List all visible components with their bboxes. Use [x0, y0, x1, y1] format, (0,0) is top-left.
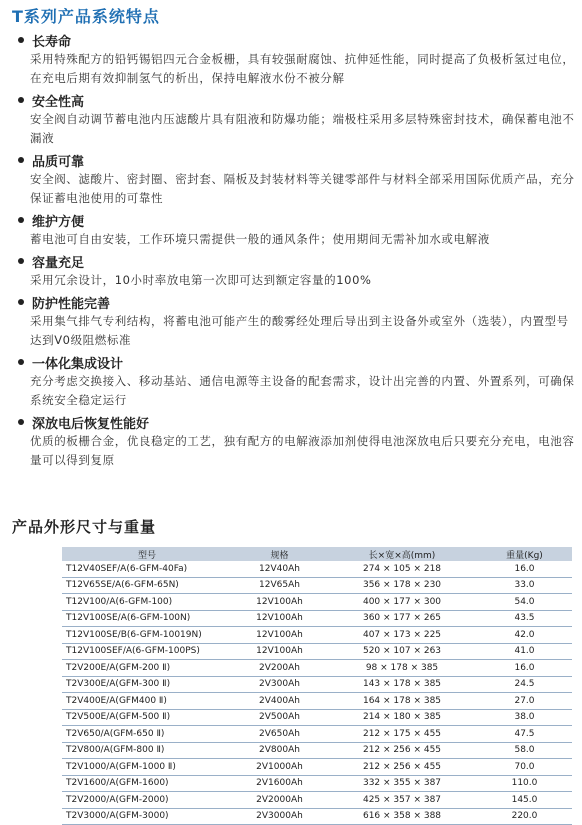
table-row — [62, 610, 572, 627]
model-cell: T2V1600/A(GFM-1600) — [62, 775, 232, 792]
model-cell: T12V65SE/A(6-GFM-65N) — [62, 577, 232, 594]
dimension-cell: 164 × 178 × 385 — [327, 693, 477, 710]
spec-cell: 2V300Ah — [232, 676, 327, 693]
dimension-cell: 214 × 180 × 385 — [327, 709, 477, 726]
weight-cell: 42.0 — [477, 627, 572, 644]
model-cell: T12V100SE/B(6-GFM-10019N) — [62, 627, 232, 644]
table-row — [62, 726, 572, 743]
feature-item — [18, 30, 576, 88]
weight-cell: 220.0 — [477, 808, 572, 825]
feature-item — [18, 210, 576, 249]
model-cell: T2V200E/A(GFM-200 Ⅱ) — [62, 660, 232, 677]
weight-cell: 70.0 — [477, 759, 572, 776]
spec-cell: 12V40Ah — [232, 561, 327, 577]
bullet-icon — [18, 419, 24, 425]
spec-cell: 2V3000Ah — [232, 808, 327, 825]
dimension-cell: 143 × 178 × 385 — [327, 676, 477, 693]
weight-cell: 38.0 — [477, 709, 572, 726]
table-row — [62, 594, 572, 611]
weight-cell: 47.5 — [477, 726, 572, 743]
spec-table — [62, 547, 572, 825]
model-cell: T2V300E/A(GFM-300 Ⅱ) — [62, 676, 232, 693]
weight-cell: 16.0 — [477, 660, 572, 677]
bullet-icon — [18, 299, 24, 305]
feature-heading: 维护方便 — [32, 214, 85, 230]
weight-cell: 110.0 — [477, 775, 572, 792]
column-header: 长×宽×高(mm) — [327, 547, 477, 561]
feature-item — [18, 251, 576, 290]
spec-cell: 12V65Ah — [232, 577, 327, 594]
table-row — [62, 808, 572, 825]
spec-cell: 2V500Ah — [232, 709, 327, 726]
bullet-icon — [18, 217, 24, 223]
dimension-cell: 400 × 177 × 300 — [327, 594, 477, 611]
model-cell: T2V400E/A(GFM400 Ⅱ) — [62, 693, 232, 710]
weight-cell: 16.0 — [477, 561, 572, 577]
table-row — [62, 627, 572, 644]
feature-heading: 防护性能完善 — [32, 296, 111, 312]
dimension-cell: 616 × 358 × 388 — [327, 808, 477, 825]
dimension-cell: 407 × 173 × 225 — [327, 627, 477, 644]
spec-cell: 2V1600Ah — [232, 775, 327, 792]
feature-body: 采用冗余设计，10小时率放电第一次即可达到额定容量的100% — [30, 273, 372, 287]
model-cell: T12V100SE/A(6-GFM-100N) — [62, 610, 232, 627]
model-cell: T2V2000/A(GFM-2000) — [62, 792, 232, 809]
feature-body: 采用特殊配方的铅钙锡铝四元合金板栅，具有较强耐腐蚀、抗伸延性能，同时提高了负极析氢过电位，在充电后期有效抑制氢气的析出，保持电解液水份不被分解 — [30, 52, 575, 85]
feature-item — [18, 412, 576, 470]
weight-cell: 24.5 — [477, 676, 572, 693]
spec-cell: 12V100Ah — [232, 594, 327, 611]
table-row — [62, 792, 572, 809]
feature-body: 采用集气排气专利结构，将蓄电池可能产生的酸雾经处理后导出到主设备外或室外（选装），内置型号达到V0级阻燃标准 — [30, 314, 569, 347]
spec-cell: 2V800Ah — [232, 742, 327, 759]
feature-heading: 长寿命 — [32, 34, 72, 50]
feature-body: 充分考虑交换接入、移动基站、通信电源等主设备的配套需求，设计出完善的内置、外置系列，可确保系统安全稳定运行 — [30, 374, 575, 407]
spec-cell: 12V100Ah — [232, 627, 327, 644]
dimension-cell: 356 × 178 × 230 — [327, 577, 477, 594]
bullet-icon — [18, 97, 24, 103]
table-row — [62, 577, 572, 594]
bullet-icon — [18, 359, 24, 365]
table-row — [62, 759, 572, 776]
model-cell: T12V40SEF/A(6-GFM-40Fa) — [62, 561, 232, 577]
column-header: 型号 — [62, 547, 232, 561]
feature-item — [18, 150, 576, 208]
feature-item — [18, 352, 576, 410]
feature-heading: 安全性高 — [32, 94, 85, 110]
spec-cell: 2V650Ah — [232, 726, 327, 743]
spec-cell: 2V400Ah — [232, 693, 327, 710]
model-cell: T12V100/A(6-GFM-100) — [62, 594, 232, 611]
feature-body: 蓄电池可自由安装，工作环境只需提供一般的通风条件；使用期间无需补加水或电解液 — [30, 232, 490, 246]
bullet-icon — [18, 37, 24, 43]
table-row — [62, 660, 572, 677]
dimension-cell: 520 × 107 × 263 — [327, 643, 477, 660]
table-header-row — [62, 547, 572, 561]
dimension-cell: 212 × 256 × 455 — [327, 742, 477, 759]
spec-cell: 12V100Ah — [232, 610, 327, 627]
feature-body: 安全阀、滤酸片、密封圈、密封套、隔板及封装材料等关键零部件与材料全部采用国际优质产品，充分保证蓄电池使用的可靠性 — [30, 172, 575, 205]
dimension-cell: 274 × 105 × 218 — [327, 561, 477, 577]
page-title: T系列产品系统特点 — [12, 7, 160, 26]
feature-list — [18, 30, 576, 472]
table-row — [62, 643, 572, 660]
feature-heading: 容量充足 — [32, 255, 85, 271]
weight-cell: 54.0 — [477, 594, 572, 611]
spec-cell: 2V200Ah — [232, 660, 327, 677]
spec-cell: 2V1000Ah — [232, 759, 327, 776]
feature-heading: 一体化集成设计 — [32, 356, 124, 372]
column-header: 规格 — [232, 547, 327, 561]
table-row — [62, 742, 572, 759]
model-cell: T2V500E/A(GFM-500 Ⅱ) — [62, 709, 232, 726]
dimension-cell: 360 × 177 × 265 — [327, 610, 477, 627]
model-cell: T2V800/A(GFM-800 Ⅱ) — [62, 742, 232, 759]
table-row — [62, 709, 572, 726]
spec-cell: 2V2000Ah — [232, 792, 327, 809]
table-row — [62, 561, 572, 577]
bullet-icon — [18, 258, 24, 264]
weight-cell: 27.0 — [477, 693, 572, 710]
table-row — [62, 676, 572, 693]
table-row — [62, 693, 572, 710]
section-title: 产品外形尺寸与重量 — [12, 518, 157, 536]
model-cell: T2V1000/A(GFM-1000 Ⅱ) — [62, 759, 232, 776]
weight-cell: 145.0 — [477, 792, 572, 809]
weight-cell: 33.0 — [477, 577, 572, 594]
feature-item — [18, 90, 576, 148]
model-cell: T2V3000/A(GFM-3000) — [62, 808, 232, 825]
spec-cell: 12V100Ah — [232, 643, 327, 660]
dimension-cell: 212 × 175 × 455 — [327, 726, 477, 743]
bullet-icon — [18, 157, 24, 163]
table-body — [62, 561, 572, 825]
weight-cell: 43.5 — [477, 610, 572, 627]
table-row — [62, 775, 572, 792]
feature-item — [18, 292, 576, 350]
model-cell: T2V650/A(GFM-650 Ⅱ) — [62, 726, 232, 743]
weight-cell: 58.0 — [477, 742, 572, 759]
dimension-cell: 332 × 355 × 387 — [327, 775, 477, 792]
feature-heading: 品质可靠 — [32, 154, 85, 170]
model-cell: T12V100SEF/A(6-GFM-100PS) — [62, 643, 232, 660]
column-header: 重量(Kg) — [477, 547, 572, 561]
dimension-cell: 425 × 357 × 387 — [327, 792, 477, 809]
feature-body: 安全阀自动调节蓄电池内压滤酸片具有阻液和防爆功能；端极柱采用多层特殊密封技术，确保蓄电池不漏液 — [30, 112, 575, 145]
dimension-cell: 212 × 256 × 455 — [327, 759, 477, 776]
feature-heading: 深放电后恢复性能好 — [32, 416, 150, 432]
feature-body: 优质的板栅合金，优良稳定的工艺，独有配方的电解液添加剂使得电池深放电后只要充分充电，电池容量可以得到复原 — [30, 434, 575, 467]
dimension-cell: 98 × 178 × 385 — [327, 660, 477, 677]
weight-cell: 41.0 — [477, 643, 572, 660]
